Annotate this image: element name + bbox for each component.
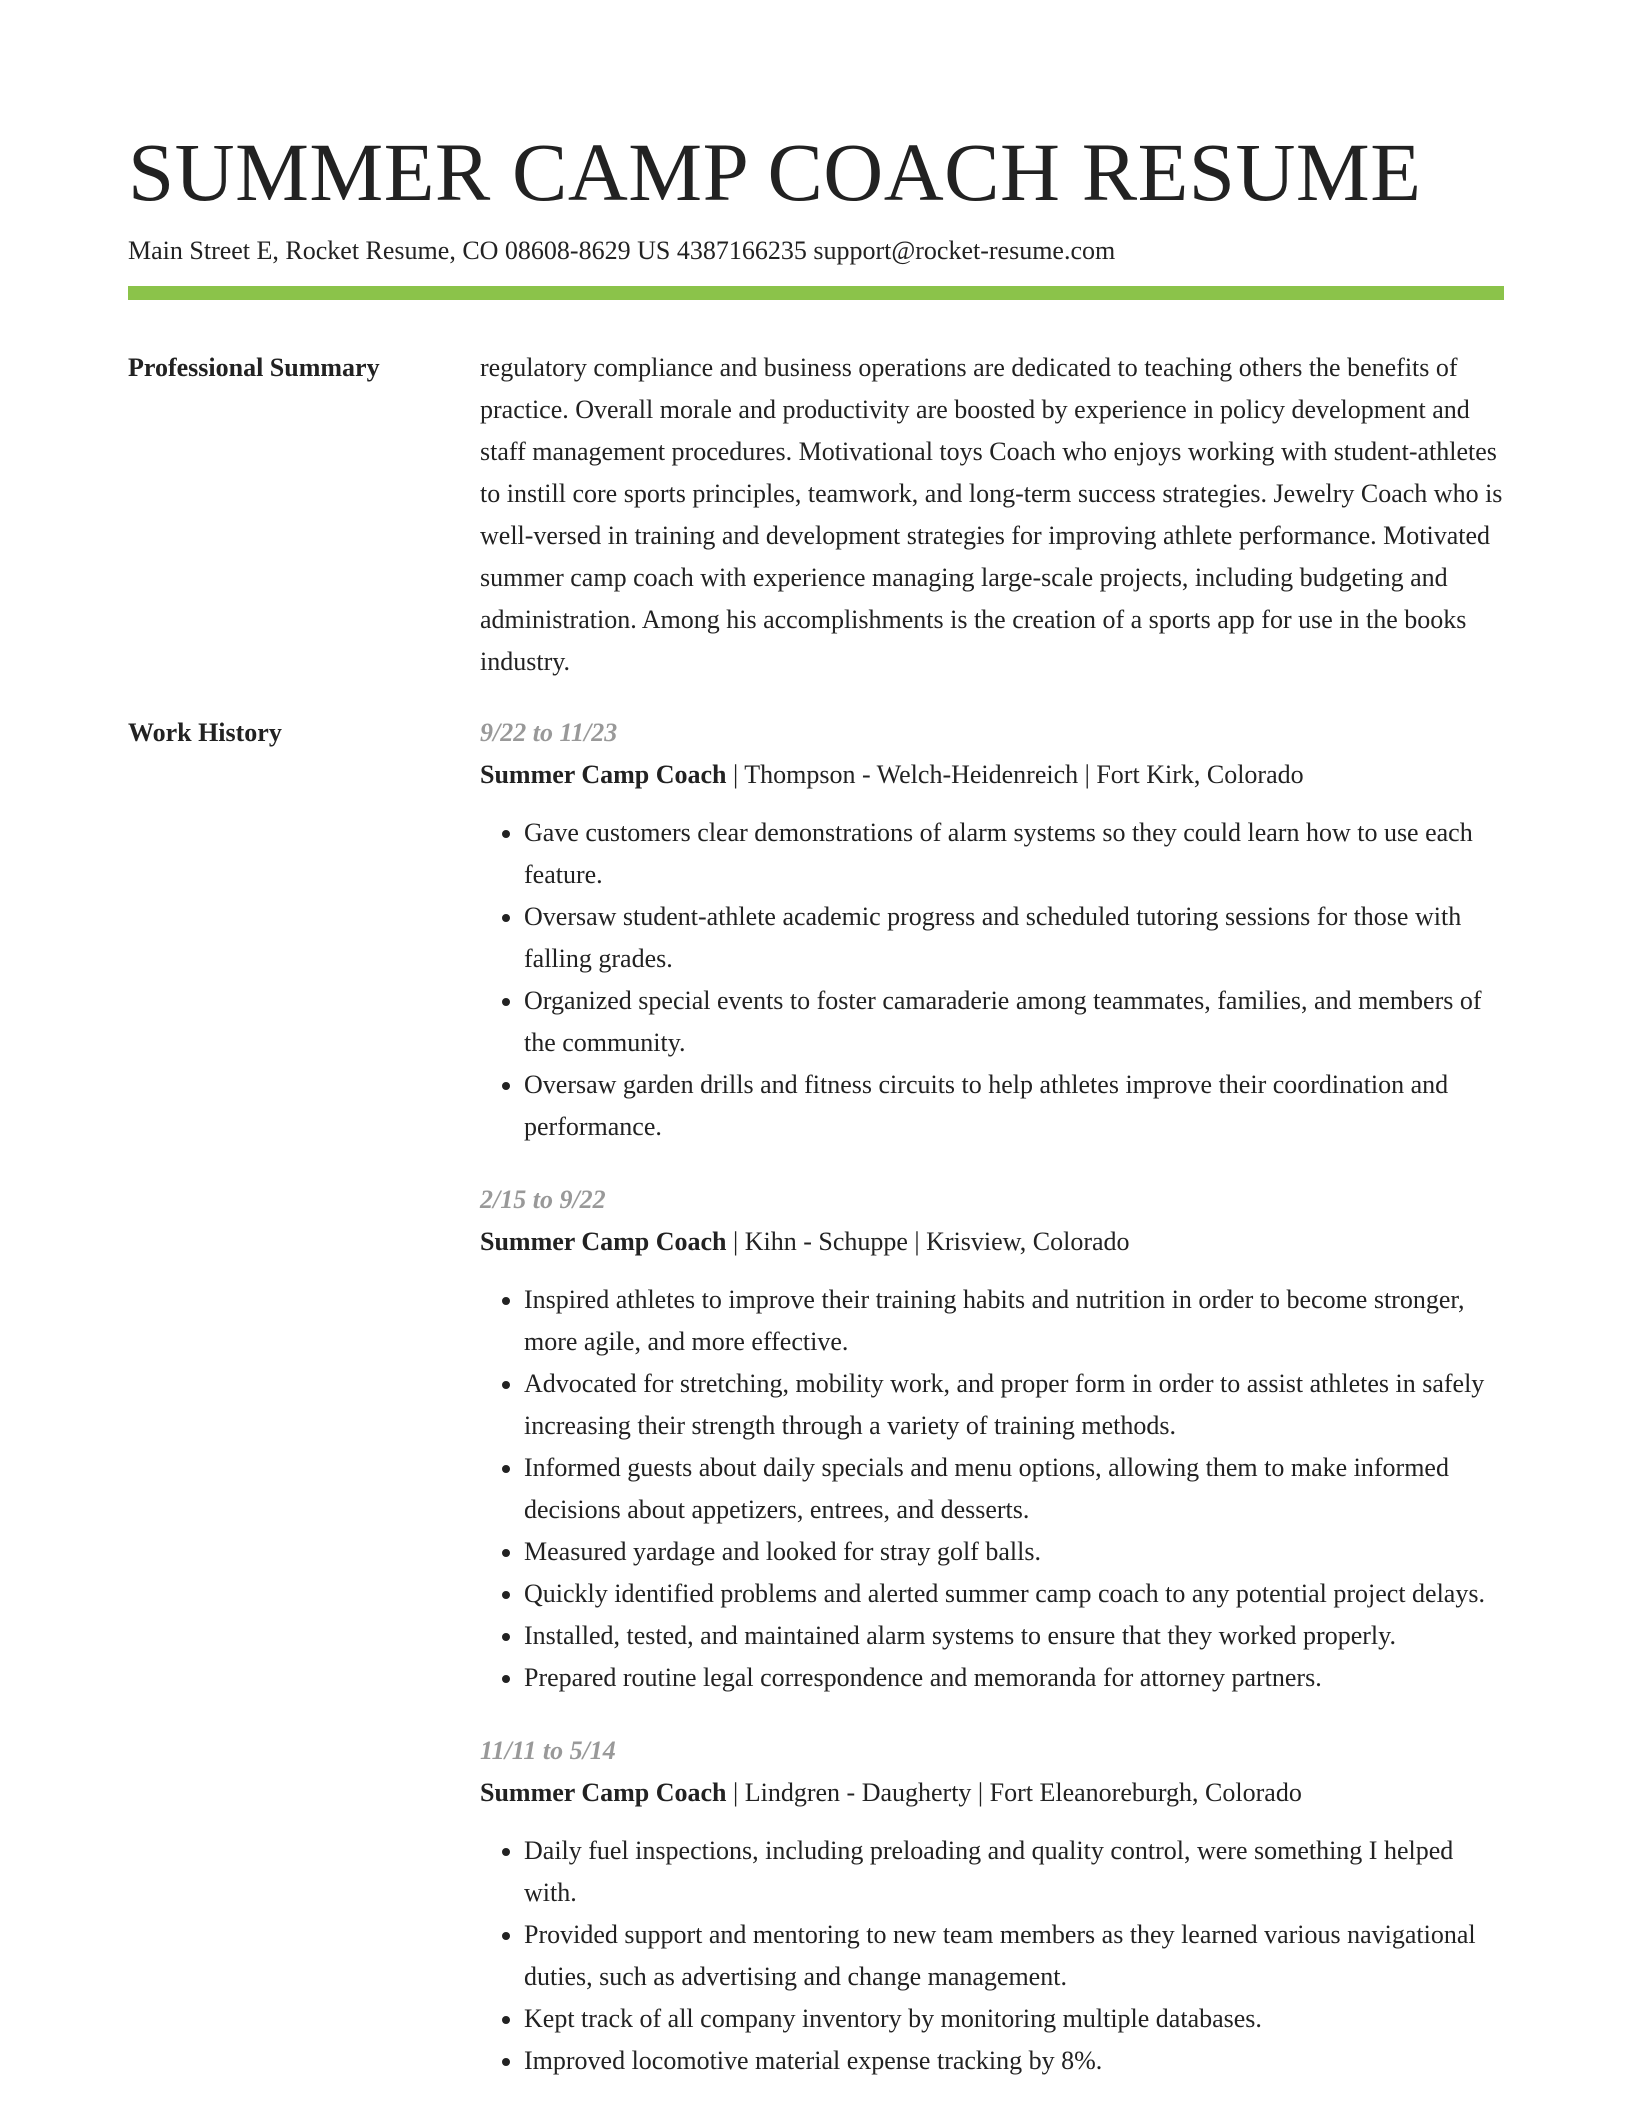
resume-title: SUMMER CAMP COACH RESUME <box>128 126 1422 218</box>
list-item: • Gave customers clear demonstrations of alarm systems so they could learn how to use each feature. <box>524 812 1504 896</box>
list-item: • Informed guests about daily specials and menu options, allowing them to make informed decisions about appetizers, entrees, and desserts. <box>524 1447 1504 1531</box>
list-item: • Oversaw garden drills and fitness circuits to help athletes improve their coordination and performance. <box>524 1064 1504 1148</box>
summary-text: regulatory compliance and business operations are dedicated to teaching others the benefits of practice. Overall morale and productivity are boosted by experience in policy development and staff management procedures. Motivational toys Coach who enjoys working with student-athletes to instill core sports principles, teamwork, and long-term success strategies. Jewelry Coach who is well-versed in training and development strategies for improving athlete performance. Motivated summer camp coach with experience managing large-scale projects, including budgeting and administration. Among his accomplishments is the creation of a sports app for use in the books industry. <box>480 353 1503 676</box>
list-item: • Daily fuel inspections, including preloading and quality control, were something I helped with. <box>524 1830 1504 1914</box>
job-employer-location: | Kihn - Schuppe | Krisview, Colorado <box>726 1227 1130 1256</box>
professional-summary-section <box>128 347 1504 683</box>
summary-body <box>480 347 1504 683</box>
list-item: • Kept track of all company inventory by monitoring multiple databases. <box>524 1998 1504 2040</box>
list-item: • Improved locomotive material expense tracking by 8%. <box>524 2040 1504 2082</box>
job-title: Summer Camp Coach <box>480 760 727 789</box>
list-item: • Quickly identified problems and alerted summer camp coach to any potential project delays. <box>524 1573 1504 1615</box>
work-history-section <box>128 712 1504 2113</box>
job-entry <box>480 712 1504 1148</box>
job-entry <box>480 1179 1504 1699</box>
job-entry <box>480 1730 1504 2082</box>
job-dates: 11/11 to 5/14 <box>480 1736 616 1765</box>
section-heading-summary: Professional Summary <box>128 353 380 382</box>
job-header <box>480 1221 1504 1263</box>
list-item: • Measured yardage and looked for stray golf balls. <box>524 1531 1504 1573</box>
job-dates: 2/15 to 9/22 <box>480 1185 606 1214</box>
list-item: • Advocated for stretching, mobility work, and proper form in order to assist athletes in safely increasing their strength through a variety of training methods. <box>524 1363 1504 1447</box>
list-item: • Oversaw student-athlete academic progress and scheduled tutoring sessions for those with falling grades. <box>524 896 1504 980</box>
job-responsibilities-list <box>480 1830 1504 2082</box>
list-item: • Prepared routine legal correspondence and memoranda for attorney partners. <box>524 1657 1504 1699</box>
work-history-body <box>480 712 1504 2113</box>
job-header <box>480 754 1504 796</box>
resume-page <box>128 0 1504 2113</box>
header-divider <box>128 286 1504 300</box>
job-dates: 9/22 to 11/23 <box>480 718 618 747</box>
list-item: • Installed, tested, and maintained alarm systems to ensure that they worked properly. <box>524 1615 1504 1657</box>
section-heading-work-history: Work History <box>128 718 282 747</box>
job-header <box>480 1772 1504 1814</box>
job-title: Summer Camp Coach <box>480 1778 727 1807</box>
list-item: • Organized special events to foster camaraderie among teammates, families, and members of the community. <box>524 980 1504 1064</box>
job-employer-location: | Lindgren - Daugherty | Fort Eleanoreburgh, Colorado <box>726 1778 1302 1807</box>
list-item: • Inspired athletes to improve their training habits and nutrition in order to become stronger, more agile, and more effective. <box>524 1279 1504 1363</box>
job-responsibilities-list <box>480 1279 1504 1699</box>
job-employer-location: | Thompson - Welch-Heidenreich | Fort Kirk, Colorado <box>726 760 1304 789</box>
job-responsibilities-list <box>480 812 1504 1148</box>
contact-info: Main Street E, Rocket Resume, CO 08608-8629 US 4387166235 support@rocket-resume.com <box>128 236 1116 265</box>
list-item: • Provided support and mentoring to new team members as they learned various navigational duties, such as advertising and change management. <box>524 1914 1504 1998</box>
job-title: Summer Camp Coach <box>480 1227 727 1256</box>
